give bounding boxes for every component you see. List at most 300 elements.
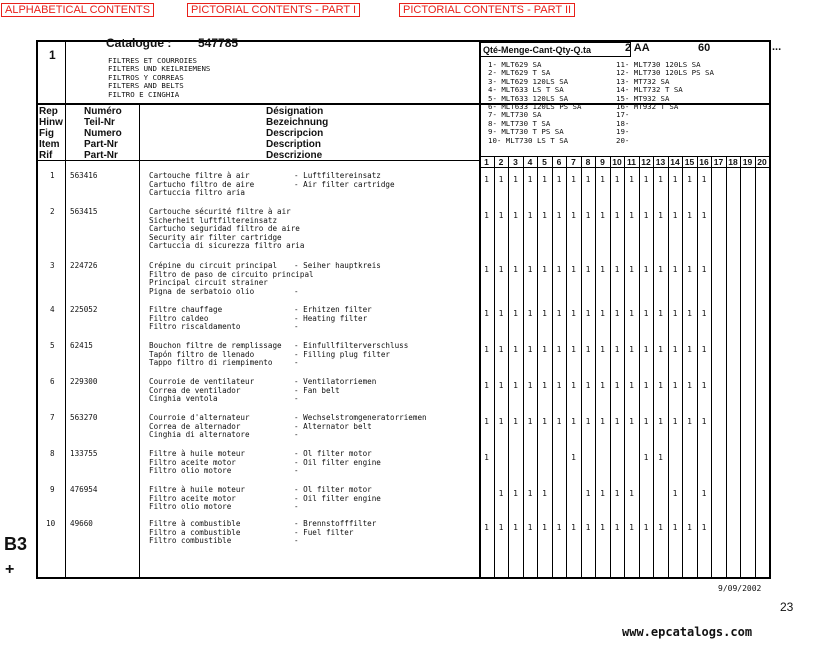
- qty-cell: 1: [658, 417, 663, 426]
- row-rep: 8: [50, 449, 55, 458]
- qty-cell: 1: [527, 211, 533, 220]
- qty-column-number: 20: [757, 157, 767, 167]
- qty-column-line: [740, 156, 741, 577]
- row-designation-right: [294, 342, 408, 368]
- qty-cell: 1: [585, 417, 591, 426]
- designation-line: Filtro olio motore: [149, 502, 232, 512]
- section-code: B3: [4, 534, 28, 554]
- qty-cell: 1: [629, 175, 634, 184]
- qty-cell: 1: [498, 175, 504, 184]
- group-titles: [108, 57, 210, 99]
- qty-column-number: 9: [600, 157, 605, 167]
- page-number: 23: [780, 600, 794, 614]
- row-rep: 2: [50, 207, 55, 216]
- designation-line: Filtre à huile moteur: [149, 485, 246, 494]
- qty-cell: 1: [571, 345, 576, 354]
- page-number-box: 1: [49, 48, 56, 62]
- designation-line: Cartuccia di sicurezza filtro aria: [149, 241, 305, 251]
- qty-cell: 1: [658, 175, 663, 184]
- row-rep: 5: [50, 341, 55, 350]
- qty-cell: 1: [585, 211, 591, 220]
- qty-cell: 1: [527, 523, 533, 532]
- qty-cell: 1: [600, 265, 605, 274]
- numero-header-line: Part-Nr: [84, 139, 118, 150]
- qty-cell: 1: [542, 345, 547, 354]
- model-item: 17-: [616, 110, 630, 120]
- row-designation-right: [294, 486, 381, 512]
- model-item: 14- MLT732 T SA: [616, 85, 683, 95]
- designation-line: Courroie de ventilateur: [149, 377, 255, 386]
- qty-cell: 1: [484, 309, 489, 318]
- row-part-number[interactable]: 224726: [70, 261, 98, 270]
- qty-cell: 1: [701, 523, 707, 532]
- qty-cell: 1: [585, 345, 591, 354]
- qty-cell: 1: [629, 489, 634, 498]
- qty-cell: 1: [672, 175, 678, 184]
- qty-cell: 1: [672, 381, 678, 390]
- alphabetical-contents-link[interactable]: ALPHABETICAL CONTENTS: [1, 3, 154, 17]
- qty-cell: 1: [629, 381, 634, 390]
- qty-cell: 1: [701, 211, 707, 220]
- models-left: [488, 61, 581, 145]
- designation-line: -: [294, 502, 299, 512]
- designation-line: Cartouche filtre à air: [149, 171, 250, 180]
- designation-line: - Wechselstromgeneratorriemen: [294, 413, 427, 422]
- qty-cell: 1: [484, 523, 489, 532]
- qty-cell: 1: [643, 211, 649, 220]
- qty-cell: 1: [687, 211, 692, 220]
- numero-column-header: [84, 106, 122, 161]
- designation-line: - Oil filter engine: [294, 457, 381, 467]
- qty-cell: 1: [585, 489, 591, 498]
- qty-cell: 1: [484, 345, 489, 354]
- qty-cell: 1: [614, 309, 620, 318]
- qty-label-box: [481, 42, 631, 57]
- qty-column-number: 2: [498, 157, 504, 167]
- model-item: 16- MT932 T SA: [616, 102, 679, 112]
- designation-line: -: [294, 466, 299, 476]
- pictorial-contents-part1-link[interactable]: PICTORIAL CONTENTS - PART I: [187, 3, 360, 17]
- designation-line: - Seiher hauptkreis: [294, 261, 381, 270]
- qty-cell: 1: [643, 381, 649, 390]
- designation-line: Filtre à combustible: [149, 519, 241, 528]
- qty-cell: 1: [556, 381, 562, 390]
- row-part-number[interactable]: 563270: [70, 413, 98, 422]
- designation-line: Filtre chauffage: [149, 305, 223, 314]
- designation-line: Courroie d'alternateur: [149, 413, 250, 422]
- designation-line: - Ventilatorriemen: [294, 377, 377, 386]
- designation-header-line: Descrizione: [266, 150, 323, 161]
- qty-cell: 1: [672, 211, 678, 220]
- designation-line: - Fuel filter: [294, 527, 354, 537]
- qty-cell: 1: [600, 175, 605, 184]
- qty-cell: 1: [629, 211, 634, 220]
- qty-cell: 1: [600, 489, 605, 498]
- model-item: 5- MLT633 120LS SA: [488, 93, 569, 103]
- designation-header-line: Descripcion: [266, 128, 324, 139]
- rep-header-line: Item: [39, 139, 60, 150]
- designation-line: - Einfullfilterverschluss: [294, 341, 409, 350]
- qty-cell: 1: [571, 523, 576, 532]
- row-part-number[interactable]: 49660: [70, 519, 93, 528]
- row-rep: 9: [50, 485, 55, 494]
- qty-cell: 1: [527, 175, 533, 184]
- row-designation-left: [149, 172, 254, 198]
- qty-cell: 1: [527, 489, 533, 498]
- row-designation-left: [149, 486, 245, 512]
- qty-cell: 1: [629, 345, 634, 354]
- model-item: 12- MLT730 120LS PS SA: [616, 68, 714, 78]
- qty-cell: 1: [571, 381, 576, 390]
- qty-cell: 1: [542, 489, 547, 498]
- designation-line: -: [294, 358, 299, 368]
- designation-line: - Fan belt: [294, 385, 340, 395]
- designation-line: Filtre à huile moteur: [149, 449, 246, 458]
- row-rep: 4: [50, 305, 55, 314]
- qty-cell: 1: [629, 417, 634, 426]
- designation-line: -: [294, 322, 299, 332]
- group-title: FILTERS AND BELTS: [108, 81, 184, 91]
- qty-cell: 1: [600, 309, 605, 318]
- designation-line: -: [294, 394, 299, 404]
- qty-cell: 1: [513, 417, 518, 426]
- qty-cell: 1: [513, 489, 518, 498]
- qty-cell: 1: [513, 175, 518, 184]
- row-designation-right: [294, 520, 376, 546]
- designation-line: - Erhitzen filter: [294, 305, 372, 314]
- designation-line: -: [294, 286, 299, 296]
- qty-cell: 1: [513, 523, 518, 532]
- designation-line: -: [294, 430, 299, 440]
- designation-line: Filtro riscaldamento: [149, 322, 241, 332]
- qty-cell: 1: [571, 211, 576, 220]
- qty-column-number: 14: [670, 157, 680, 167]
- qty-cell: 1: [542, 381, 547, 390]
- designation-line: [294, 279, 381, 288]
- designation-line: - Heating filter: [294, 313, 368, 323]
- designation-line: Principal circuit strainer: [149, 278, 268, 288]
- model-item: 18-: [616, 118, 630, 128]
- qty-cell: 1: [629, 523, 634, 532]
- qty-cell: 1: [585, 175, 591, 184]
- designation-line: Filtro combustible: [149, 536, 232, 546]
- rep-header-line: Hinw: [39, 117, 63, 128]
- qty-cell: 1: [600, 417, 605, 426]
- qty-cell: 1: [672, 265, 678, 274]
- qty-cell: 1: [498, 381, 504, 390]
- qty-cell: 1: [614, 417, 620, 426]
- qty-cell: 1: [643, 453, 649, 462]
- designation-line: Filtro a combustible: [149, 527, 241, 537]
- designation-line: Sicherheit luftfiltereinsatz: [149, 215, 278, 225]
- row-designation-right: [294, 414, 427, 440]
- designation-column-header: [266, 106, 328, 161]
- qty-column-number: 7: [571, 157, 576, 167]
- qty-cell: 1: [687, 523, 692, 532]
- model-item: 9- MLT730 T PS SA: [488, 127, 564, 137]
- model-item: 8- MLT730 T SA: [488, 118, 551, 128]
- qty-cell: 1: [513, 211, 518, 220]
- designation-header-line: Description: [266, 139, 322, 150]
- row-designation-right: [294, 172, 395, 198]
- qty-cell: 1: [513, 345, 518, 354]
- model-item: 4- MLT633 LS T SA: [488, 85, 564, 95]
- designation-header-line: Bezeichnung: [266, 117, 329, 128]
- qty-column-number: 16: [699, 157, 709, 167]
- row-part-number[interactable]: 563415: [70, 207, 98, 216]
- qty-cell: 1: [687, 417, 692, 426]
- rep-column-divider: [65, 42, 66, 577]
- qty-cell: 1: [658, 309, 663, 318]
- qty-cell: 1: [600, 523, 605, 532]
- qty-cell: 1: [556, 309, 562, 318]
- designation-line: Crépine du circuit principal: [149, 261, 278, 270]
- qty-cell: 1: [542, 175, 547, 184]
- qty-cell: 1: [542, 309, 547, 318]
- qty-cell: 1: [542, 417, 547, 426]
- group-title: FILTRO E CINGHIA: [108, 89, 180, 99]
- row-designation-left: [149, 520, 240, 546]
- designation-line: - Oil filter engine: [294, 493, 381, 503]
- model-item: 7- MLT730 SA: [488, 110, 542, 120]
- qty-cell: 1: [658, 453, 663, 462]
- qty-column-number: 10: [612, 157, 622, 167]
- print-date: 9/09/2002: [718, 584, 762, 593]
- qty-column-number: 12: [641, 157, 651, 167]
- qty-column-number: 4: [527, 157, 533, 167]
- rep-header-line: Rif: [39, 150, 53, 161]
- qty-cell: 1: [571, 417, 576, 426]
- qty-cell: 1: [498, 489, 504, 498]
- qty-cell: 1: [672, 489, 678, 498]
- qty-cell: 1: [542, 265, 547, 274]
- qty-column-number: 5: [542, 157, 547, 167]
- row-part-number[interactable]: 225052: [70, 305, 98, 314]
- qty-cell: 1: [527, 417, 533, 426]
- qty-cell: 1: [614, 175, 620, 184]
- row-part-number[interactable]: 133755: [70, 449, 98, 458]
- qty-cell: 1: [556, 265, 562, 274]
- qty-cell: 1: [701, 175, 707, 184]
- qty-cell: 1: [701, 309, 707, 318]
- qty-cell: 1: [484, 265, 489, 274]
- qty-cell: 1: [527, 265, 533, 274]
- numero-header-line: Part-Nr: [84, 150, 118, 161]
- qty-cell: 1: [498, 345, 504, 354]
- model-item: 15- MT932 SA: [616, 93, 670, 103]
- qty-cell: 1: [571, 175, 576, 184]
- qty-cell: 1: [571, 265, 576, 274]
- qty-cell: 1: [687, 265, 692, 274]
- designation-line: [294, 271, 381, 280]
- qty-cell: 1: [600, 211, 605, 220]
- qty-column-number: 8: [585, 157, 591, 167]
- qty-cell: 1: [600, 345, 605, 354]
- model-item: 10- MLT730 LS T SA: [488, 135, 569, 145]
- designation-line: Correa de ventilador: [149, 385, 241, 395]
- qty-cell: 1: [701, 381, 707, 390]
- model-item: 3- MLT629 120LS SA: [488, 76, 569, 86]
- model-item: 6- MLT633 120LS PS SA: [488, 102, 582, 112]
- qty-cell: 1: [701, 417, 707, 426]
- qty-cell: 1: [571, 453, 576, 462]
- qty-cell: 1: [658, 345, 663, 354]
- group-title: FILTERS UND KEILRIEMENS: [108, 64, 211, 74]
- row-designation-left: [149, 306, 240, 332]
- qty-cell: 1: [643, 265, 649, 274]
- row-part-number[interactable]: 62415: [70, 341, 93, 350]
- row-rep: 7: [50, 413, 55, 422]
- catalogue-number: 547785: [198, 36, 239, 50]
- qty-cell: 1: [658, 211, 663, 220]
- qty-cell: 1: [527, 381, 533, 390]
- qty-cell: 1: [556, 175, 562, 184]
- continuation-mark: ...: [772, 41, 782, 53]
- row-designation-left: [149, 342, 282, 368]
- rep-column-header: [39, 106, 63, 161]
- designation-line: Tapón filtro de llenado: [149, 349, 255, 359]
- row-designation-left: [149, 450, 245, 476]
- row-part-number[interactable]: 229300: [70, 377, 98, 386]
- qty-column-line: [769, 156, 770, 577]
- row-rep: 10: [46, 519, 56, 528]
- qty-cell: 1: [614, 345, 620, 354]
- catalogue-label: Catalogue :: [106, 36, 172, 50]
- designation-line: - Brennstofffilter: [294, 519, 377, 528]
- qty-cell: 1: [658, 265, 663, 274]
- designation-line: Cartucho seguridad filtro de aire: [149, 224, 300, 234]
- designation-line: [294, 189, 395, 198]
- qty-cell: 1: [556, 211, 562, 220]
- designation-line: Cinghia ventola: [149, 394, 218, 404]
- model-item: 20-: [616, 135, 630, 145]
- row-designation-right: [294, 306, 372, 332]
- model-item: 13- MT732 SA: [616, 76, 670, 86]
- designation-line: - Filling plug filter: [294, 349, 391, 359]
- qty-cell: 1: [672, 417, 678, 426]
- qty-cell: 1: [614, 523, 620, 532]
- code-number: 60: [698, 42, 711, 54]
- row-designation-right: [294, 378, 376, 404]
- qty-cell: 1: [643, 417, 649, 426]
- group-title: FILTRES ET COURROIES: [108, 56, 197, 65]
- qty-cell: 1: [498, 417, 504, 426]
- qty-column-number: 18: [728, 157, 738, 167]
- qty-column-line: [755, 156, 756, 577]
- designation-line: -: [294, 536, 299, 546]
- qty-cell: 1: [643, 523, 649, 532]
- qty-column-number: 15: [684, 157, 695, 167]
- qty-cell: 1: [643, 175, 649, 184]
- model-item: 19-: [616, 127, 630, 137]
- row-rep: 6: [50, 377, 55, 386]
- designation-line: Tappo filtro di riempimento: [149, 358, 273, 368]
- group-title: FILTROS Y CORREAS: [108, 72, 184, 82]
- qty-column-number: 17: [713, 157, 724, 167]
- qty-cell: 1: [513, 381, 518, 390]
- rep-header-line: Fig: [39, 128, 54, 139]
- designation-line: Correa de alternador: [149, 421, 241, 431]
- qty-cell: 1: [658, 523, 663, 532]
- row-designation-left: [149, 208, 304, 251]
- qty-cell: 1: [643, 309, 649, 318]
- qty-cell: 1: [614, 489, 620, 498]
- model-item: 2- MLT629 T SA: [488, 68, 551, 78]
- row-designation-left: [149, 262, 314, 296]
- numero-header-line: Teil-Nr: [84, 117, 115, 128]
- qty-column-line: [726, 156, 727, 577]
- qty-cell: 1: [571, 309, 576, 318]
- qty-cell: 1: [672, 523, 678, 532]
- plus-mark: +: [5, 561, 15, 578]
- row-rep: 1: [50, 171, 55, 180]
- qty-cell: 1: [687, 175, 692, 184]
- designation-line: Filtro de paso de circuito principal: [149, 269, 314, 279]
- qty-cell: 1: [629, 265, 634, 274]
- row-designation-left: [149, 378, 254, 404]
- qty-cell: 1: [484, 417, 489, 426]
- designation-line: Filtro aceite motor: [149, 457, 236, 467]
- qty-cell: 1: [672, 309, 678, 318]
- designation-line: - Ol filter motor: [294, 449, 372, 458]
- qty-cell: 1: [585, 309, 591, 318]
- qty-column-number: 6: [556, 157, 562, 167]
- model-item: 1- MLT629 SA: [488, 60, 542, 69]
- qty-column-number: 13: [655, 157, 666, 167]
- row-designation-left: [149, 414, 250, 440]
- designation-line: - Luftfiltereinsatz: [294, 171, 381, 180]
- row-rep: 3: [50, 261, 55, 270]
- designation-line: Filtro aceite motor: [149, 493, 236, 503]
- designation-line: - Ol filter motor: [294, 485, 372, 494]
- qty-cell: 1: [527, 309, 533, 318]
- qty-cell: 1: [687, 309, 692, 318]
- qty-cell: 1: [498, 211, 504, 220]
- qty-column-number: 3: [513, 157, 518, 167]
- qty-cell: 1: [513, 265, 518, 274]
- designation-line: Pigna de serbatoio olio: [149, 286, 255, 296]
- qty-cell: 1: [498, 265, 504, 274]
- qty-cell: 1: [498, 309, 504, 318]
- qty-cell: 1: [585, 381, 591, 390]
- designation-line: Cartucho filtro de aire: [149, 179, 255, 189]
- qty-cell: 1: [556, 345, 562, 354]
- designation-line: Security air filter cartridge: [149, 232, 282, 242]
- qty-cell: 1: [513, 309, 518, 318]
- row-part-number[interactable]: 563416: [70, 171, 98, 180]
- qty-cell: 1: [687, 345, 692, 354]
- website-watermark: www.epcatalogs.com: [622, 625, 753, 639]
- qty-column-number: 1: [484, 157, 489, 167]
- qty-cell: 1: [484, 175, 489, 184]
- qty-cell: 1: [701, 265, 707, 274]
- qty-cell: 1: [614, 211, 620, 220]
- row-part-number[interactable]: 476954: [70, 485, 98, 494]
- qty-cell: 1: [484, 211, 489, 220]
- catalogue-page-frame: [36, 36, 782, 579]
- designation-line: - Air filter cartridge: [294, 179, 395, 189]
- qty-cell: 1: [600, 381, 605, 390]
- designation-header-line: Désignation: [266, 106, 324, 117]
- qty-cell: 1: [585, 265, 591, 274]
- numero-header-line: Numero: [84, 128, 122, 139]
- designation-line: Cartuccia filtro aria: [149, 188, 246, 198]
- qty-cell: 1: [542, 211, 547, 220]
- designation-line: Bouchon filtre de remplissage: [149, 341, 282, 350]
- qty-cell: 1: [498, 523, 504, 532]
- qty-cell: 1: [527, 345, 533, 354]
- pictorial-contents-part2-link[interactable]: PICTORIAL CONTENTS - PART II: [399, 3, 575, 17]
